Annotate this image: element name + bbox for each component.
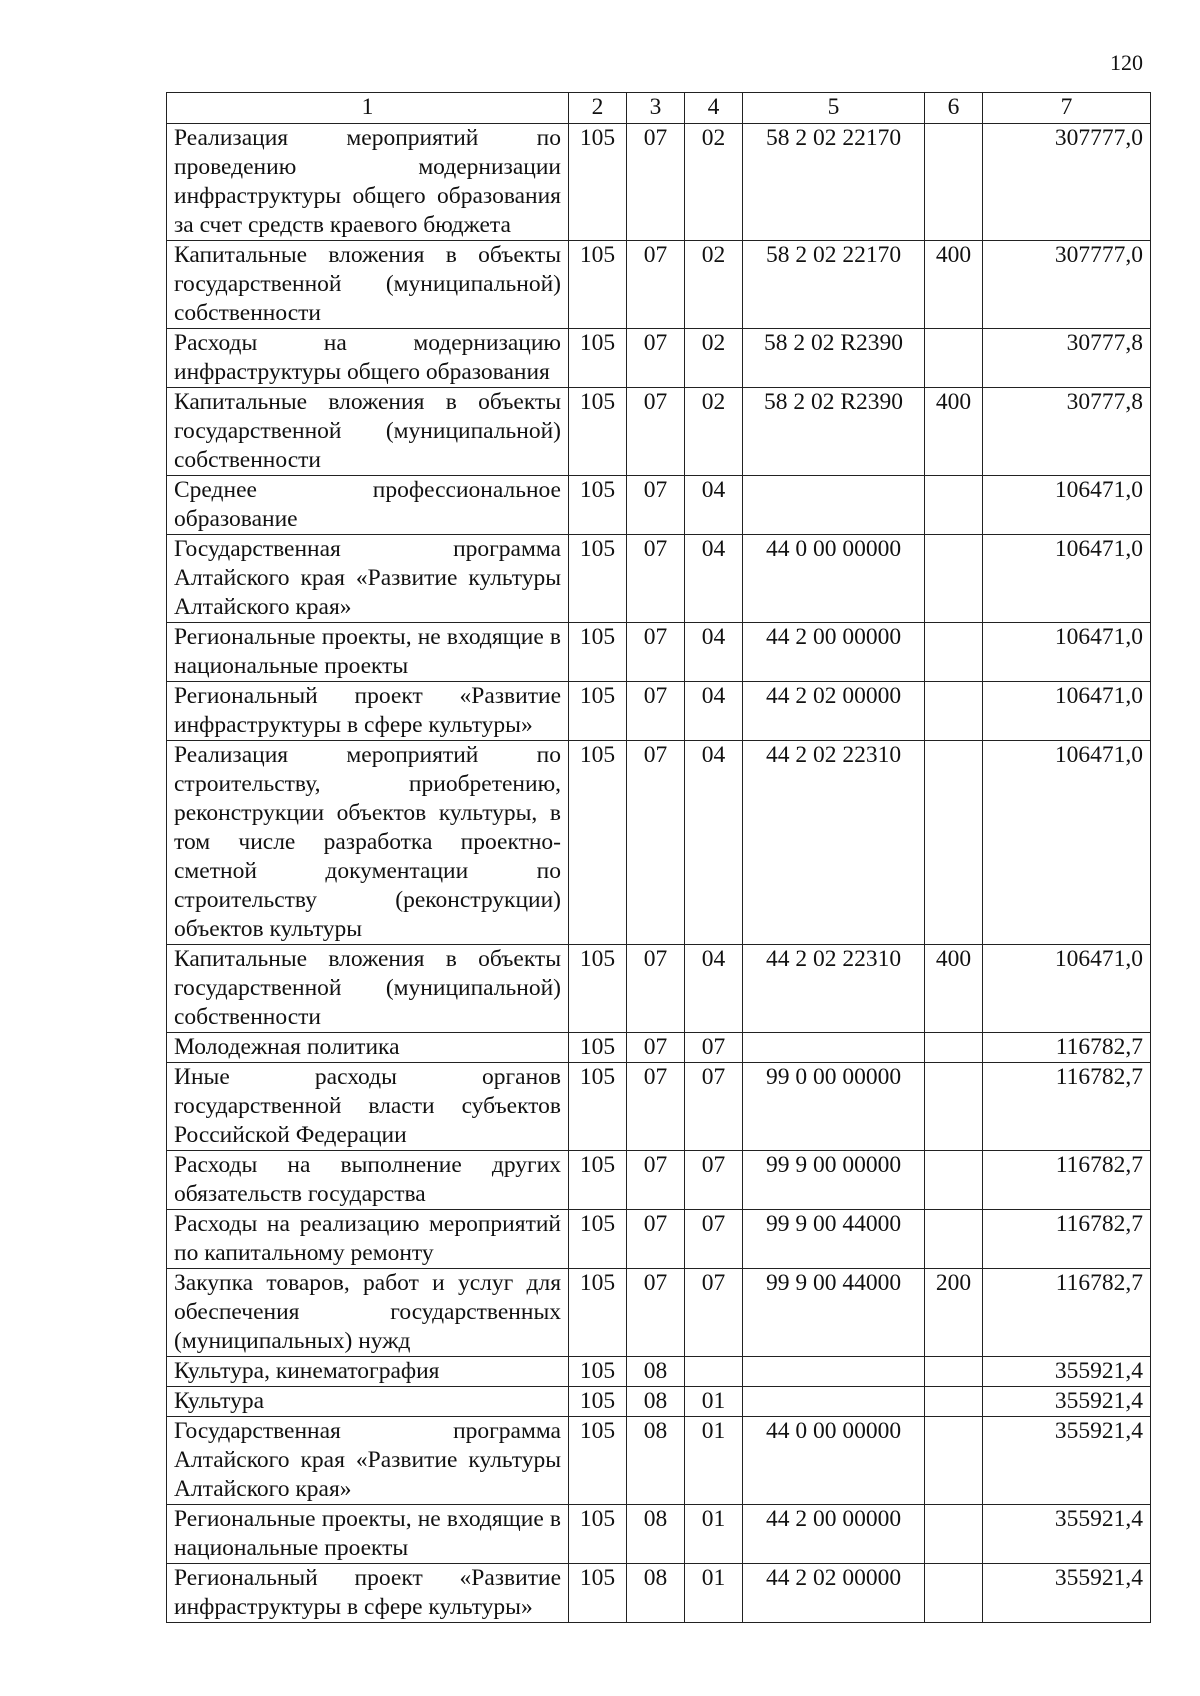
- row-name: Расходы на выполнение других обязательств государства: [167, 1151, 569, 1210]
- table-row: [167, 1387, 1151, 1417]
- row-expense-type: 400: [925, 945, 983, 1033]
- table-row: [167, 1505, 1151, 1564]
- row-subsection: 02: [685, 124, 743, 241]
- row-target-code: [743, 1357, 925, 1387]
- table-row: [167, 741, 1151, 945]
- row-name: Капитальные вложения в объекты государственной (муниципальной) собственности: [167, 241, 569, 329]
- table-row: [167, 1417, 1151, 1505]
- row-expense-type: [925, 1357, 983, 1387]
- row-ministry: 105: [569, 388, 627, 476]
- row-ministry: 105: [569, 1210, 627, 1269]
- table-row: [167, 1269, 1151, 1357]
- row-ministry: 105: [569, 1063, 627, 1151]
- row-section: 07: [627, 741, 685, 945]
- row-amount: 116782,7: [983, 1151, 1151, 1210]
- row-section: 07: [627, 124, 685, 241]
- header-row: [167, 93, 1151, 124]
- row-subsection: 02: [685, 388, 743, 476]
- row-ministry: 105: [569, 1357, 627, 1387]
- row-section: 08: [627, 1505, 685, 1564]
- row-expense-type: [925, 1387, 983, 1417]
- row-expense-type: [925, 1151, 983, 1210]
- table-row: [167, 476, 1151, 535]
- row-name: Культура: [167, 1387, 569, 1417]
- row-name: Молодежная политика: [167, 1033, 569, 1063]
- row-subsection: [685, 1357, 743, 1387]
- table-row: [167, 1063, 1151, 1151]
- row-expense-type: [925, 1210, 983, 1269]
- row-section: 07: [627, 241, 685, 329]
- row-name: Капитальные вложения в объекты государственной (муниципальной) собственности: [167, 945, 569, 1033]
- row-ministry: 105: [569, 945, 627, 1033]
- row-subsection: 01: [685, 1505, 743, 1564]
- table-row: [167, 1151, 1151, 1210]
- header-col-2: 2: [569, 93, 627, 124]
- row-amount: 106471,0: [983, 945, 1151, 1033]
- row-target-code: 99 9 00 00000: [743, 1151, 925, 1210]
- row-target-code: 44 2 02 22310: [743, 945, 925, 1033]
- row-amount: 30777,8: [983, 329, 1151, 388]
- row-name: Региональный проект «Развитие инфраструктуры в сфере культуры»: [167, 1564, 569, 1623]
- row-section: 07: [627, 945, 685, 1033]
- header-col-5: 5: [743, 93, 925, 124]
- header-col-1: 1: [167, 93, 569, 124]
- row-amount: 307777,0: [983, 124, 1151, 241]
- row-name: Государственная программа Алтайского края «Развитие культуры Алтайского края»: [167, 535, 569, 623]
- row-amount: 355921,4: [983, 1505, 1151, 1564]
- row-ministry: 105: [569, 1505, 627, 1564]
- row-amount: 116782,7: [983, 1269, 1151, 1357]
- row-subsection: 04: [685, 623, 743, 682]
- row-target-code: 58 2 02 22170: [743, 241, 925, 329]
- table-row: [167, 1210, 1151, 1269]
- page-number: 120: [1110, 50, 1143, 75]
- table-row: [167, 1564, 1151, 1623]
- table-row: [167, 329, 1151, 388]
- table-row: [167, 1033, 1151, 1063]
- row-section: 07: [627, 476, 685, 535]
- row-section: 07: [627, 1151, 685, 1210]
- row-amount: 106471,0: [983, 741, 1151, 945]
- row-expense-type: [925, 1033, 983, 1063]
- row-subsection: 07: [685, 1210, 743, 1269]
- row-subsection: 04: [685, 535, 743, 623]
- row-ministry: 105: [569, 1151, 627, 1210]
- row-target-code: 44 2 02 22310: [743, 741, 925, 945]
- row-target-code: 44 2 00 00000: [743, 623, 925, 682]
- row-amount: 106471,0: [983, 623, 1151, 682]
- row-ministry: 105: [569, 535, 627, 623]
- row-amount: 307777,0: [983, 241, 1151, 329]
- row-section: 08: [627, 1387, 685, 1417]
- row-subsection: 01: [685, 1564, 743, 1623]
- row-section: 07: [627, 1033, 685, 1063]
- row-subsection: 02: [685, 329, 743, 388]
- row-expense-type: [925, 1417, 983, 1505]
- row-target-code: [743, 1033, 925, 1063]
- row-name: Реализация мероприятий по проведению модернизации инфраструктуры общего образования за счет средств краевого бюджета: [167, 124, 569, 241]
- row-ministry: 105: [569, 1387, 627, 1417]
- row-section: 07: [627, 1063, 685, 1151]
- row-name: Государственная программа Алтайского края «Развитие культуры Алтайского края»: [167, 1417, 569, 1505]
- row-name: Региональный проект «Развитие инфраструктуры в сфере культуры»: [167, 682, 569, 741]
- table-row: [167, 241, 1151, 329]
- row-ministry: 105: [569, 241, 627, 329]
- row-name: Среднее профессиональное образование: [167, 476, 569, 535]
- row-expense-type: [925, 124, 983, 241]
- row-target-code: 99 9 00 44000: [743, 1269, 925, 1357]
- row-amount: 106471,0: [983, 476, 1151, 535]
- table-row: [167, 124, 1151, 241]
- row-subsection: 07: [685, 1033, 743, 1063]
- row-expense-type: [925, 1063, 983, 1151]
- row-amount: 355921,4: [983, 1417, 1151, 1505]
- row-expense-type: 400: [925, 241, 983, 329]
- row-name: Реализация мероприятий по строительству, приобретению, реконструкции объектов культуры, в том числе разработка проектно-сметной документации по строительству (реконструкции) объектов культуры: [167, 741, 569, 945]
- header-col-7: 7: [983, 93, 1151, 124]
- row-subsection: 01: [685, 1417, 743, 1505]
- row-amount: 116782,7: [983, 1033, 1151, 1063]
- row-name: Региональные проекты, не входящие в национальные проекты: [167, 623, 569, 682]
- row-amount: 30777,8: [983, 388, 1151, 476]
- row-section: 07: [627, 623, 685, 682]
- row-ministry: 105: [569, 329, 627, 388]
- row-target-code: [743, 476, 925, 535]
- budget-table: [166, 92, 1151, 1623]
- row-subsection: 07: [685, 1063, 743, 1151]
- row-expense-type: [925, 535, 983, 623]
- row-expense-type: [925, 476, 983, 535]
- row-ministry: 105: [569, 476, 627, 535]
- row-name: Региональные проекты, не входящие в национальные проекты: [167, 1505, 569, 1564]
- row-ministry: 105: [569, 1033, 627, 1063]
- row-amount: 116782,7: [983, 1063, 1151, 1151]
- row-section: 07: [627, 388, 685, 476]
- row-expense-type: [925, 1505, 983, 1564]
- row-ministry: 105: [569, 682, 627, 741]
- row-name: Закупка товаров, работ и услуг для обеспечения государственных (муниципальных) нужд: [167, 1269, 569, 1357]
- header-col-3: 3: [627, 93, 685, 124]
- table-row: [167, 945, 1151, 1033]
- row-target-code: 99 9 00 44000: [743, 1210, 925, 1269]
- row-target-code: [743, 1387, 925, 1417]
- row-expense-type: 400: [925, 388, 983, 476]
- row-ministry: 105: [569, 1564, 627, 1623]
- row-name: Расходы на модернизацию инфраструктуры общего образования: [167, 329, 569, 388]
- row-target-code: 58 2 02 R2390: [743, 329, 925, 388]
- row-section: 08: [627, 1564, 685, 1623]
- row-ministry: 105: [569, 124, 627, 241]
- table-row: [167, 388, 1151, 476]
- row-target-code: 99 0 00 00000: [743, 1063, 925, 1151]
- header-col-4: 4: [685, 93, 743, 124]
- row-name: Расходы на реализацию мероприятий по капитальному ремонту: [167, 1210, 569, 1269]
- row-target-code: 58 2 02 R2390: [743, 388, 925, 476]
- row-section: 07: [627, 1269, 685, 1357]
- row-amount: 116782,7: [983, 1210, 1151, 1269]
- row-subsection: 07: [685, 1151, 743, 1210]
- row-section: 07: [627, 535, 685, 623]
- row-amount: 355921,4: [983, 1357, 1151, 1387]
- row-target-code: 44 2 02 00000: [743, 1564, 925, 1623]
- row-target-code: 44 2 00 00000: [743, 1505, 925, 1564]
- row-name: Капитальные вложения в объекты государственной (муниципальной) собственности: [167, 388, 569, 476]
- row-ministry: 105: [569, 623, 627, 682]
- row-subsection: 07: [685, 1269, 743, 1357]
- row-ministry: 105: [569, 741, 627, 945]
- row-section: 08: [627, 1417, 685, 1505]
- row-expense-type: [925, 329, 983, 388]
- table-row: [167, 623, 1151, 682]
- row-amount: 355921,4: [983, 1564, 1151, 1623]
- row-subsection: 04: [685, 682, 743, 741]
- table-row: [167, 535, 1151, 623]
- row-expense-type: [925, 623, 983, 682]
- row-name: Иные расходы органов государственной власти субъектов Российской Федерации: [167, 1063, 569, 1151]
- table-row: [167, 682, 1151, 741]
- row-target-code: 44 2 02 00000: [743, 682, 925, 741]
- row-expense-type: [925, 682, 983, 741]
- row-section: 07: [627, 1210, 685, 1269]
- table-row: [167, 1357, 1151, 1387]
- row-target-code: 58 2 02 22170: [743, 124, 925, 241]
- row-amount: 106471,0: [983, 682, 1151, 741]
- row-target-code: 44 0 00 00000: [743, 1417, 925, 1505]
- header-col-6: 6: [925, 93, 983, 124]
- row-expense-type: [925, 1564, 983, 1623]
- row-subsection: 04: [685, 476, 743, 535]
- row-amount: 106471,0: [983, 535, 1151, 623]
- row-section: 08: [627, 1357, 685, 1387]
- row-target-code: 44 0 00 00000: [743, 535, 925, 623]
- row-subsection: 01: [685, 1387, 743, 1417]
- row-subsection: 04: [685, 945, 743, 1033]
- row-ministry: 105: [569, 1417, 627, 1505]
- row-name: Культура, кинематография: [167, 1357, 569, 1387]
- row-subsection: 02: [685, 241, 743, 329]
- row-section: 07: [627, 329, 685, 388]
- row-ministry: 105: [569, 1269, 627, 1357]
- row-section: 07: [627, 682, 685, 741]
- row-subsection: 04: [685, 741, 743, 945]
- row-amount: 355921,4: [983, 1387, 1151, 1417]
- row-expense-type: [925, 741, 983, 945]
- row-expense-type: 200: [925, 1269, 983, 1357]
